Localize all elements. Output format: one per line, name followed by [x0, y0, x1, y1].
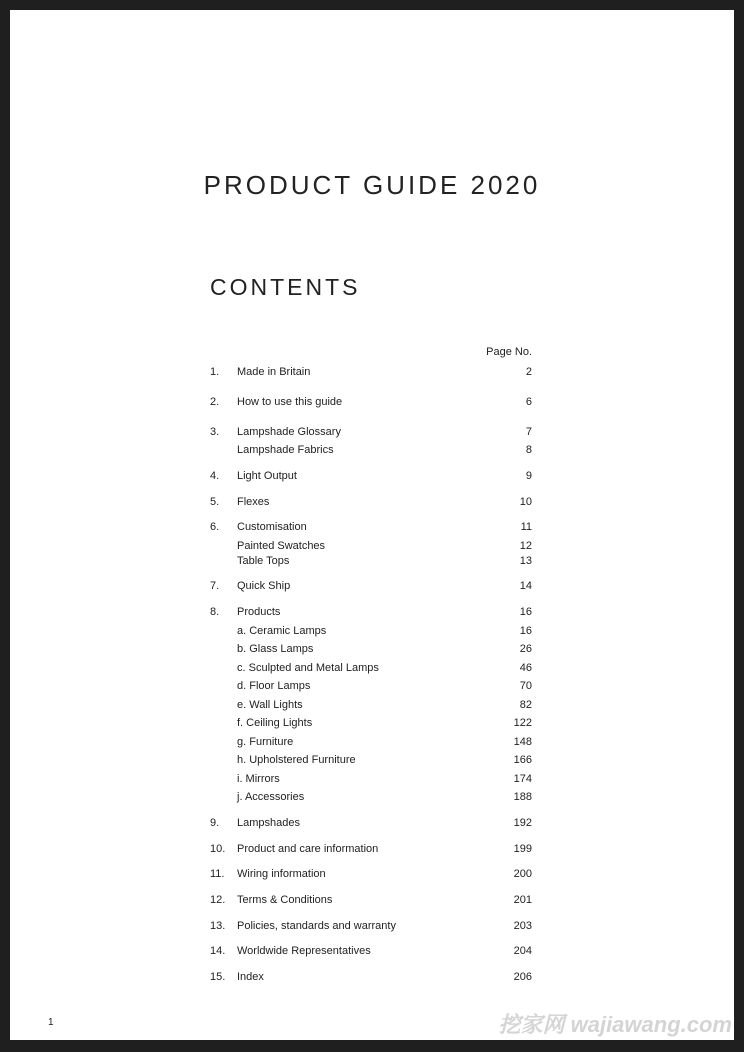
- toc-entry-page-number: 12: [519, 540, 532, 552]
- toc-entry-page-number: 200: [513, 868, 532, 880]
- toc-entry-page-number: 9: [525, 470, 532, 482]
- toc-entry-label: c. Sculpted and Metal Lamps: [237, 662, 379, 674]
- toc-entry-number: 2.: [210, 396, 220, 408]
- toc-entry-label: b. Glass Lamps: [237, 643, 314, 655]
- toc-entry: [0, 789, 744, 805]
- toc-entry-label: Wiring information: [237, 868, 326, 880]
- page-number-column-header: Page No.: [486, 346, 532, 358]
- toc-entry: [0, 715, 744, 731]
- toc-entry-number: 4.: [210, 470, 220, 482]
- toc-entry-page-number: 203: [513, 920, 532, 932]
- toc-entry-number: 13.: [210, 920, 226, 932]
- toc-entry: [0, 641, 744, 657]
- toc-entry-label: Terms & Conditions: [237, 894, 333, 906]
- toc-entry-page-number: 10: [519, 496, 532, 508]
- toc-entry: [0, 553, 744, 569]
- toc-entry-page-number: 122: [513, 717, 532, 729]
- toc-entry: [0, 892, 744, 908]
- footer-page-number: 1: [48, 1017, 54, 1028]
- toc-entry-label: Product and care information: [237, 843, 379, 855]
- toc-entry-number: 6.: [210, 521, 220, 533]
- watermark-text: 挖家网 wajiawang.com: [498, 1012, 732, 1037]
- toc-entry-number: 9.: [210, 817, 220, 829]
- toc-entry-number: 1.: [210, 366, 220, 378]
- toc-entry-number: 10.: [210, 843, 226, 855]
- toc-entry: [0, 815, 744, 831]
- toc-entry-page-number: 16: [519, 606, 532, 618]
- toc-entry: [0, 969, 744, 985]
- toc-entry-label: Lampshade Glossary: [237, 426, 341, 438]
- toc-entry-page-number: 148: [513, 736, 532, 748]
- contents-heading: CONTENTS: [210, 274, 361, 300]
- toc-entry-label: f. Ceiling Lights: [237, 717, 313, 729]
- toc-entry-label: Index: [237, 971, 264, 983]
- toc-entry-label: Customisation: [237, 521, 307, 533]
- toc-entry-page-number: 82: [519, 699, 532, 711]
- toc-entry: [0, 943, 744, 959]
- toc-entry-number: 11.: [210, 868, 225, 880]
- toc-entry: [0, 678, 744, 694]
- toc-entry-page-number: 16: [519, 625, 532, 637]
- toc-entry-page-number: 204: [513, 945, 532, 957]
- toc-entry: [0, 538, 744, 554]
- toc-entry-page-number: 26: [519, 643, 532, 655]
- toc-entry-page-number: 2: [525, 366, 532, 378]
- toc-entry: [0, 697, 744, 713]
- toc-entry-label: d. Floor Lamps: [237, 680, 311, 692]
- toc-entry-label: Made in Britain: [237, 366, 311, 378]
- document-title: PRODUCT GUIDE 2020: [203, 170, 541, 200]
- toc-entry-number: 15.: [210, 971, 226, 983]
- toc-entry-page-number: 199: [513, 843, 532, 855]
- toc-entry-label: Painted Swatches: [237, 540, 326, 552]
- toc-entry: [0, 424, 744, 440]
- toc-entry-number: 5.: [210, 496, 220, 508]
- toc-entry: [0, 394, 744, 410]
- toc-entry-label: i. Mirrors: [237, 773, 280, 785]
- toc-entry-label: Lampshade Fabrics: [237, 444, 334, 456]
- toc-entry: [0, 866, 744, 882]
- toc-entry-label: j. Accessories: [237, 791, 305, 803]
- toc-entry-page-number: 206: [513, 971, 532, 983]
- toc-entry-page-number: 46: [519, 662, 532, 674]
- toc-entry-label: h. Upholstered Furniture: [237, 754, 356, 766]
- toc-entry-number: 8.: [210, 606, 220, 618]
- toc-entry: [0, 468, 744, 484]
- toc-entry: [0, 494, 744, 510]
- toc-entry-label: Products: [237, 606, 281, 618]
- toc-entry-page-number: 14: [519, 580, 532, 592]
- toc-entry-label: Table Tops: [237, 555, 290, 567]
- toc-entry-page-number: 7: [525, 426, 532, 438]
- toc-entry-label: Light Output: [237, 470, 297, 482]
- toc-entry-label: How to use this guide: [237, 396, 343, 408]
- toc-entry: [0, 578, 744, 594]
- toc-entry-page-number: 174: [513, 773, 532, 785]
- toc-entry-number: 3.: [210, 426, 220, 438]
- toc-entry-number: 12.: [210, 894, 226, 906]
- toc-entry-number: 14.: [210, 945, 226, 957]
- toc-entry-page-number: 8: [525, 444, 532, 456]
- toc-entry: [0, 442, 744, 458]
- toc-entry-page-number: 192: [513, 817, 532, 829]
- toc-entry: [0, 364, 744, 380]
- toc-entry: [0, 752, 744, 768]
- toc-entry-page-number: 70: [519, 680, 532, 692]
- toc-entry: [0, 660, 744, 676]
- toc-entry-label: e. Wall Lights: [237, 699, 303, 711]
- toc-entry-page-number: 201: [513, 894, 532, 906]
- toc-entry-label: a. Ceramic Lamps: [237, 625, 327, 637]
- toc-entry-label: Lampshades: [237, 817, 300, 829]
- toc-entry-number: 7.: [210, 580, 220, 592]
- toc-entry: [0, 918, 744, 934]
- toc-entry-label: g. Furniture: [237, 736, 294, 748]
- toc-entry: [0, 519, 744, 535]
- toc-entry-page-number: 188: [513, 791, 532, 803]
- toc-entry: [0, 771, 744, 787]
- toc-entry-label: Flexes: [237, 496, 270, 508]
- toc-entry: [0, 841, 744, 857]
- toc-entry-page-number: 13: [519, 555, 532, 567]
- toc-entry-page-number: 6: [525, 396, 532, 408]
- toc-entry-page-number: 11: [520, 521, 532, 533]
- toc-entry-label: Policies, standards and warranty: [237, 920, 396, 932]
- toc-entry: [0, 734, 744, 750]
- toc-entry: [0, 604, 744, 620]
- toc-entry-label: Worldwide Representatives: [237, 945, 371, 957]
- toc-entry-label: Quick Ship: [237, 580, 291, 592]
- toc-entry: [0, 623, 744, 639]
- toc-entry-page-number: 166: [513, 754, 532, 766]
